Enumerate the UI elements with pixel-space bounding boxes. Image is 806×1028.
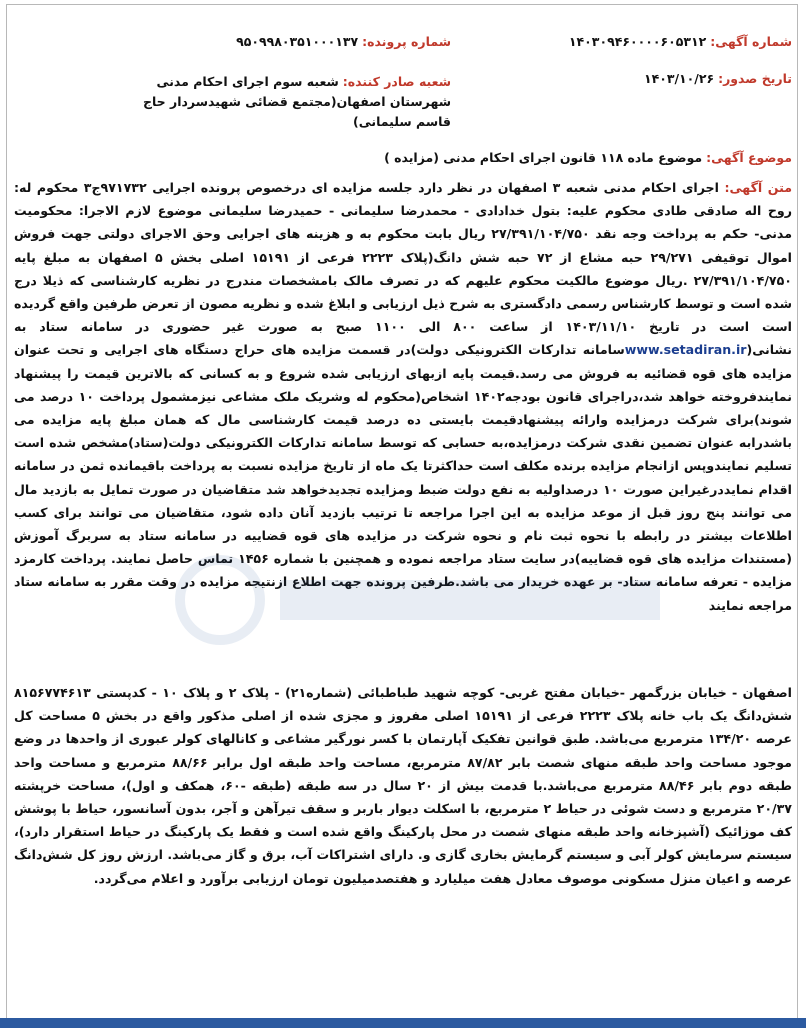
- body-text-part-1: اجرای احکام مدنی شعبه ۳ اصفهان در نظر دارد جلسه مزایده ای درخصوص پرونده اجرایی ۹۷۱۷۳۲ج۳ محکوم له: روح اله صادقی طادی محکوم علیه: بتول خدادادی - محمدرضا سلیمانی - حمیدرضا سلیمانی موضوع لازم الاجرا: محکومیت مدنی- حکم به پرداخت وجه نقد ۲۷/۳۹۱/۱۰۴/۷۵۰ ریال بابت محکوم به و هزینه های اجرایی وحق الاجرای دولتی جهت فروش اموال توقیفی ۲۹/۲۷۱ حبه مشاع از ۷۲ حبه شش دانگ(پلاک ۲۲۲۳ فرعی از ۱۵۱۹۱ اصلی بخش ۵ اصفهان به مبلغ پایه ۲۷/۳۹۱/۱۰۴/۷۵۰ .ریال موضوع مالکیت محکوم علیهم که در تصرف مالک بامشخصات مندرج در نظریه کارشناسی که ذیلا درج شده است و توسط کارشناس رسمی دادگستری به شرح ذیل ارزیابی و ابلاغ شده و نظریه مصون از تعرض طرفین واقع گردیده است است در تاریخ ۱۴۰۳/۱۱/۱۰ از ساعت ۸۰۰ الی ۱۱۰۰ صبح به صورت غیر حضوری در سامانه ستاد به نشانی(: [14, 180, 792, 358]
- notice-number-value: ۱۴۰۳۰۹۴۶۰۰۰۰۶۰۵۳۱۲: [568, 34, 707, 49]
- setad-link[interactable]: www.setadiran.ir: [624, 342, 747, 358]
- subject-label: موضوع آگهی:: [706, 150, 792, 165]
- body-label: متن آگهی:: [724, 180, 793, 195]
- issue-date: [644, 70, 792, 88]
- case-number: [236, 33, 451, 51]
- issue-date-label: تاریخ صدور:: [718, 71, 792, 86]
- body-text-part-2: سامانه تدارکات الکترونیکی دولت)در قسمت مزایده های حراج دستگاه های اجرایی و تحت عنوان مزایده های قوه قضائیه به فروش می رسد.قیمت پایه ازبهای ارزیابی شده شروع و به کسانی که بالاترین قیمت را پیشنهاد نمایندفروخته خواهد شد،دراجرای قانون بودجه۱۴۰۲ اشخاص(محکوم له وشریک ملک مشاعی نیزمشمول پرداخت ۱۰ درصد می شوند)برای شرکت درمزایده وارائه پیشنهادقیمت بایستی ده درصد قیمت کارشناسی مال که همان مبلغ پایه مزایده می باشدرابه عنوان تضمین نقدی شرکت درمزایده،به حسابی که توسط سامانه تدارکات الکترونیکی دولت(ستاد)مشخص شده است تسلیم نمایندوپس ازانجام مزایده برنده مکلف است حداکثرتا یک ماه از تاریخ مزایده نسبت به پرداخت باقیمانده ثمن در سامانه اقدام نمایددرغیراین صورت ۱۰ درصداولیه به نفع دولت ضبط ومزایده تجدیدخواهد شد متقاضیان در صورت تمایل به بازدید مال می توانند پنج روز قبل از موعد مزایده به این اجرا مراجعه تا ترتیب بازدید آنان داده شود، متقاضیان می توانند برای کسب اطلاعات بیشتر در رابطه با نحوه ثبت نام و نحوه شرکت در مزایده های قوه قضاییه در سامانه ستاد به سربرگ آموزش (مستندات مزایده های قوه قضاییه)در سایت ستاد مراجعه نموده و همچنین با شماره ۱۴۵۶ تماس حاصل نمایند. پرداخت کارمزد مزایده - تعرفه سامانه ستاد- بر عهده خریدار می باشد.طرفین پرونده جهت اطلاع ازنتیجه مزایده در وقت مقرر به سامانه ستاد مراجعه نمایند: [14, 342, 792, 613]
- notice-body: [14, 176, 792, 617]
- issue-date-value: ۱۴۰۳/۱۰/۲۶: [643, 71, 715, 86]
- property-description: [14, 681, 792, 890]
- notice-number-label: شماره آگهی:: [710, 34, 792, 49]
- issuing-branch-value: شعبه سوم اجرای احکام مدنی شهرستان اصفهان(مجتمع قضائی شهیدسردار حاج قاسم سلیمانی): [142, 74, 451, 129]
- property-description-text: اصفهان - خیابان بزرگمهر -خیابان مفتح غربی- کوچه شهید طباطبائی (شماره۲۱) - پلاک ۲ و پلاک ۱۰ - کدپستی ۸۱۵۶۷۷۴۶۱۳ شش‌دانگ یک باب خانه پلاک ۲۲۲۳ فرعی از ۱۵۱۹۱ اصلی مفروز و مجزی شده از اصلی مذکور واقع در بخش ۵ مساحت کل عرصه ۱۳۴/۲۰ مترمربع می‌باشد. طبق قوانین تفکیک آپارتمان با کسر نورگیر مشاعی و کانالهای کولر عبوری از واحدها در وضع موجود مساحت واحد طبقه منهای شصت بابر ۸۷/۸۲ مترمربع، مساحت واحد طبقه اول برابر ۸۸/۶۶ مترمربع و مساحت واحد طبقه دوم بابر ۸۸/۴۶ مترمربع می‌باشد.با قدمت بیش از ۲۰ سال در سه طبقه (طبقه -۶۰، همکف و اول)، مساحت خرپشته ۲۰/۳۷ مترمربع و دست شوئی در حیاط ۲ مترمربع، با اسکلت دیوار باربر و سقف تیرآهن و آجر، بدون آسانسور، حیاط با پوشش کف موزائیک (آشپزخانه واحد طبقه منهای شصت در محل پارکینگ واقع شده است و فقط یک پارکینگ در حیاط استقرار دارد)، سیستم سرمایش کولر آبی و سیستم گرمایش بخاری گازی و. دارای اشتراکات آب، برق و گاز می‌باشد. ارزش روز کل شش‌دانگ عرصه و اعیان منزل مسکونی موصوف معادل هفت میلیارد و هفتصدمیلیون تومان ارزیابی برآورد و اعلام می‌گردد.: [14, 685, 792, 886]
- notice-subject: [384, 149, 792, 167]
- bottom-bar: [0, 1018, 806, 1028]
- subject-value: موضوع ماده ۱۱۸ قانون اجرای احکام مدنی (مزایده ): [384, 150, 703, 165]
- issuing-branch-label: شعبه صادر کننده:: [342, 74, 451, 89]
- notice-number: [569, 33, 792, 51]
- case-number-label: شماره پرونده:: [362, 34, 451, 49]
- case-number-value: ۹۵۰۹۹۸۰۳۵۱۰۰۰۱۳۷: [236, 34, 359, 49]
- issuing-branch: [111, 72, 451, 132]
